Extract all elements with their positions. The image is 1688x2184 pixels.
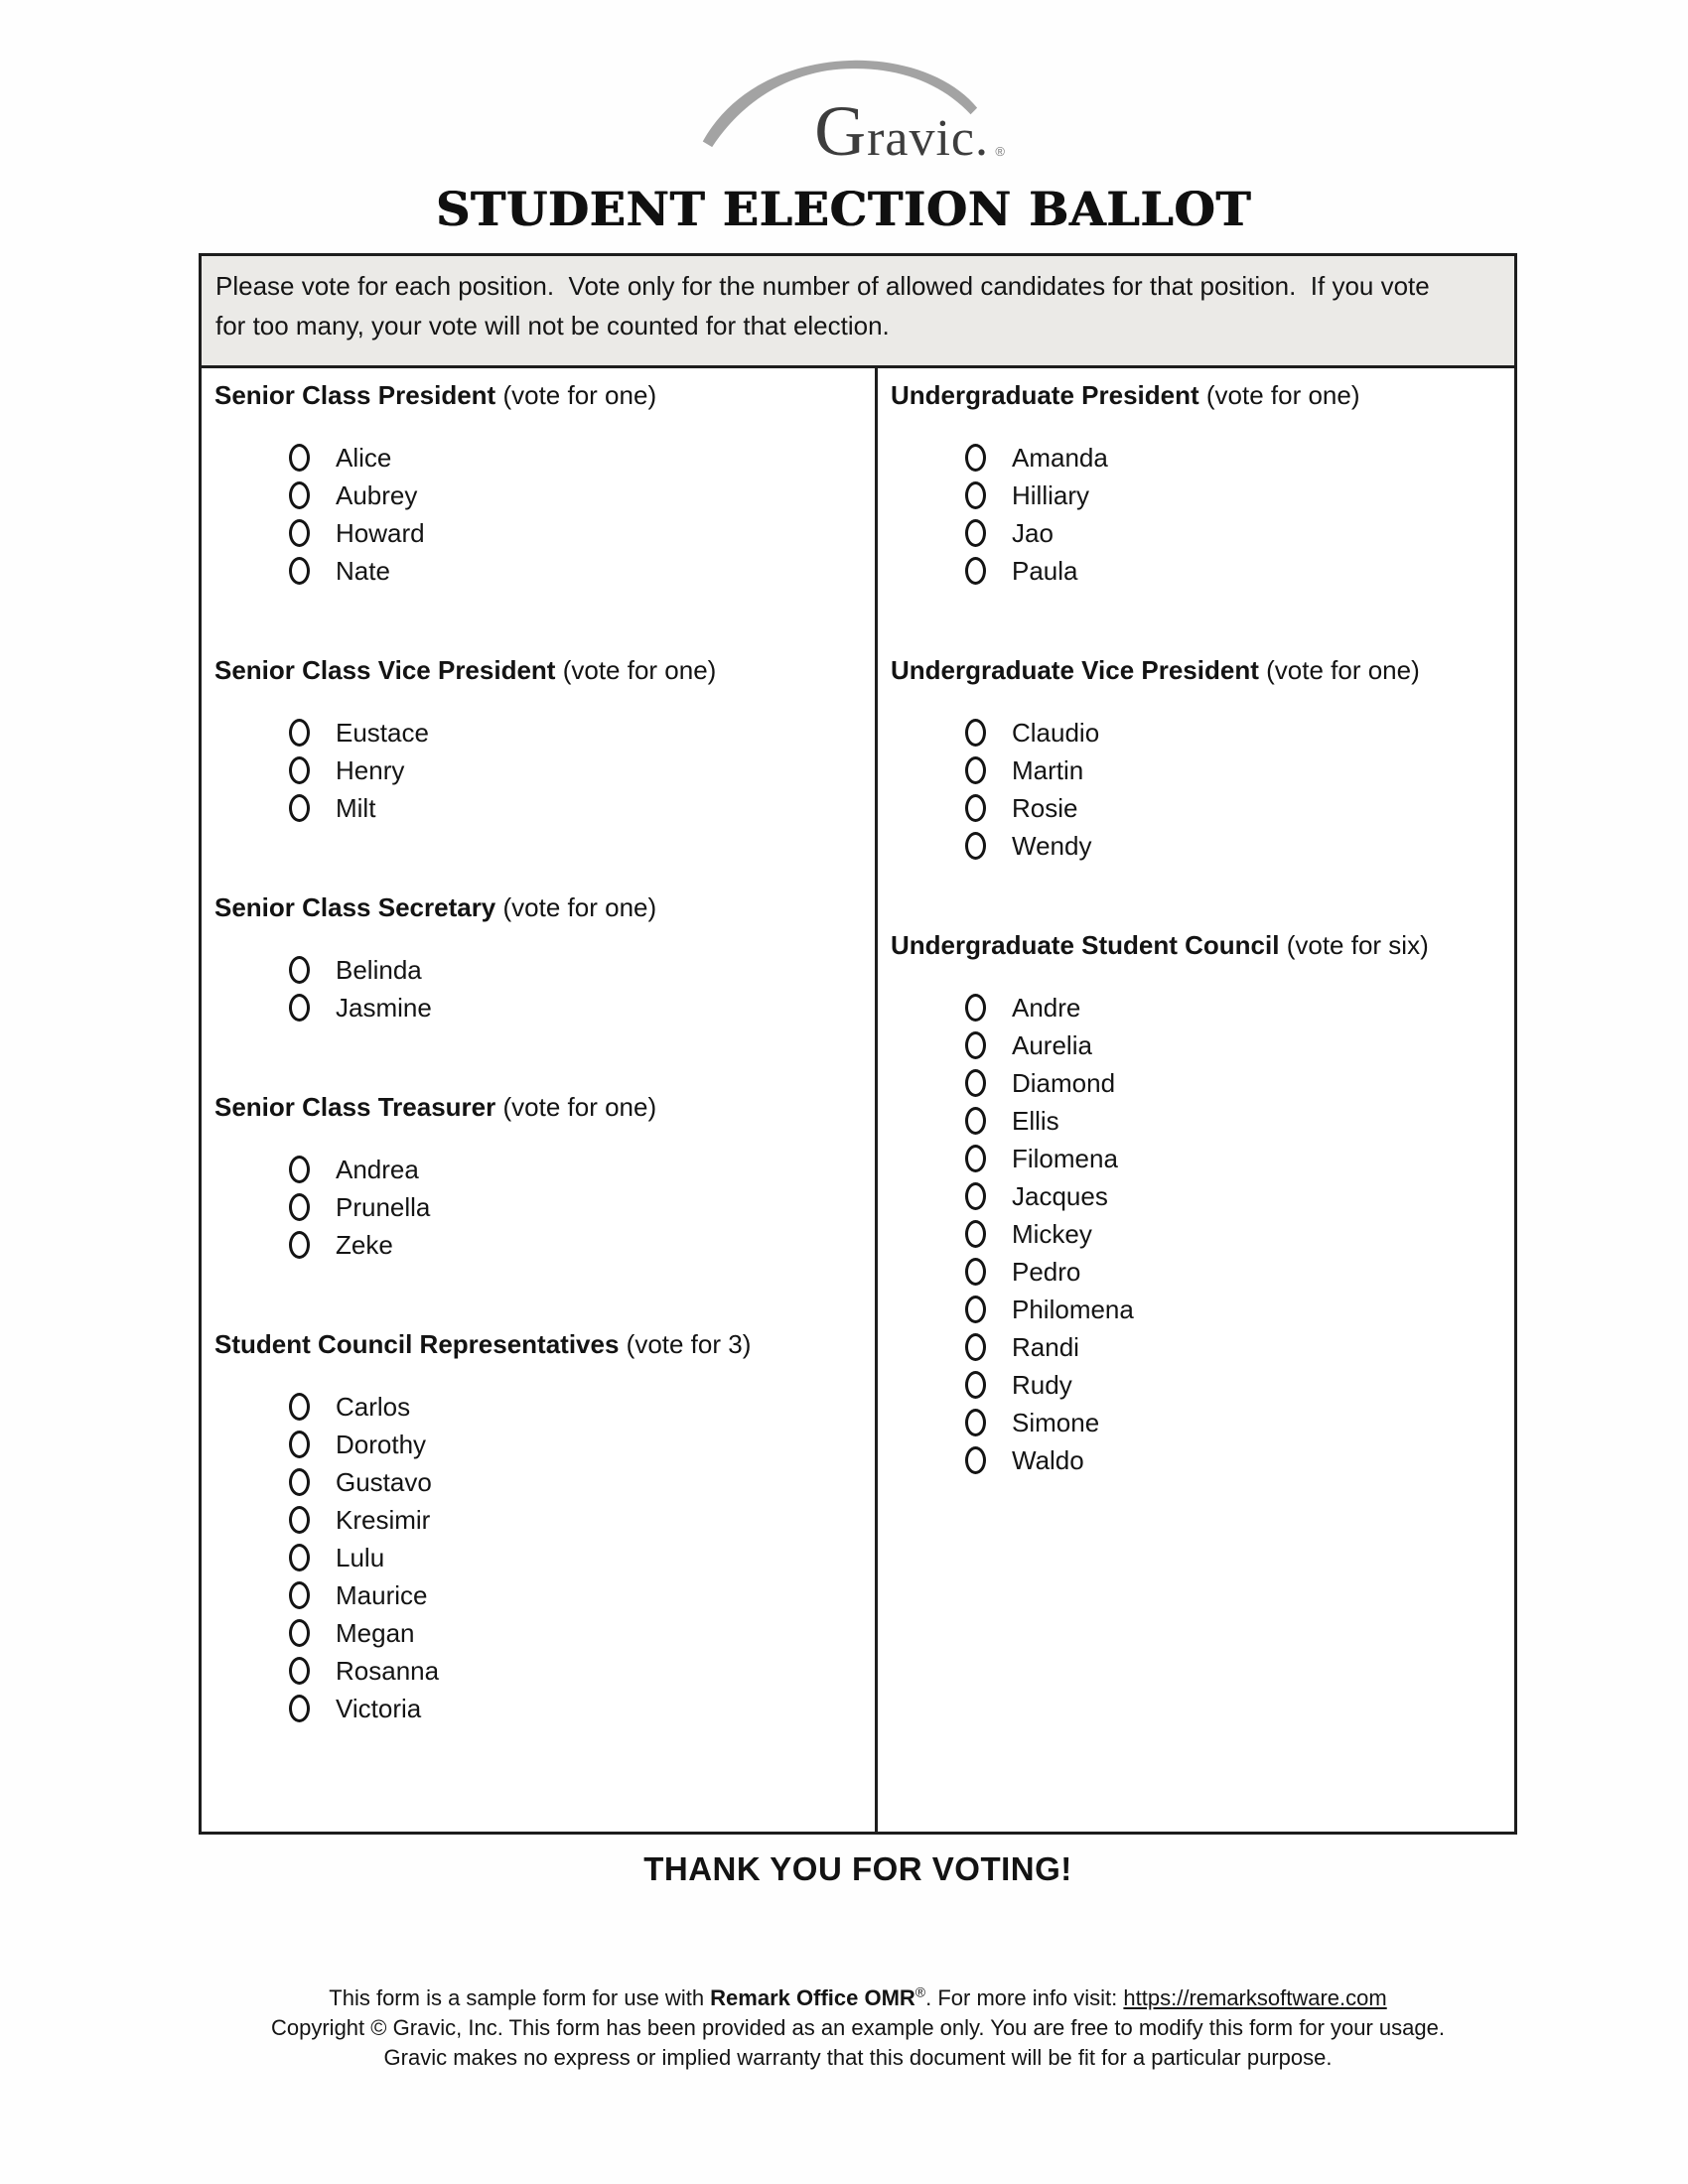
thank-you-message: THANK YOU FOR VOTING! (643, 1850, 1072, 1887)
instructions-box (202, 256, 1514, 368)
option-row (202, 1539, 875, 1576)
vote-bubble[interactable] (289, 1581, 310, 1609)
candidate-name: Howard (336, 517, 425, 548)
option-row (878, 1215, 1514, 1253)
vote-bubble[interactable] (289, 956, 310, 984)
option-row (878, 789, 1514, 827)
candidate-name: Alice (336, 442, 392, 473)
option-row (878, 552, 1514, 590)
vote-bubble[interactable] (965, 719, 986, 747)
option-row (878, 477, 1514, 514)
option-row (202, 989, 875, 1026)
options-list (202, 1151, 875, 1264)
candidate-name: Milt (336, 792, 376, 823)
vote-count-note: (vote for 3) (626, 1329, 752, 1359)
candidate-name: Andrea (336, 1154, 419, 1184)
candidate-name: Gustavo (336, 1466, 432, 1497)
vote-bubble[interactable] (965, 1409, 986, 1436)
candidate-name: Simone (1012, 1407, 1100, 1437)
option-row (878, 1404, 1514, 1441)
option-row (202, 714, 875, 751)
vote-count-note: (vote for one) (562, 655, 717, 685)
ballot-section (202, 653, 875, 827)
vote-bubble[interactable] (965, 519, 986, 547)
vote-bubble[interactable] (965, 1069, 986, 1097)
vote-bubble[interactable] (965, 756, 986, 784)
candidate-name: Prunella (336, 1191, 431, 1222)
section-header (202, 1327, 875, 1361)
candidate-name: Zeke (336, 1229, 393, 1260)
options-list (202, 714, 875, 827)
option-row (878, 1102, 1514, 1140)
vote-bubble[interactable] (965, 1031, 986, 1059)
candidate-name: Nate (336, 555, 390, 586)
option-row (202, 789, 875, 827)
vote-count-note: (vote for six) (1286, 930, 1429, 960)
candidate-name: Jao (1012, 517, 1054, 548)
options-list (878, 989, 1514, 1479)
vote-count-note: (vote for one) (1205, 380, 1360, 410)
vote-bubble[interactable] (289, 1619, 310, 1647)
options-list (202, 1388, 875, 1727)
candidate-name: Paula (1012, 555, 1078, 586)
ballot-section (878, 378, 1514, 590)
option-row (202, 1463, 875, 1501)
candidate-name: Kresimir (336, 1504, 431, 1535)
candidate-name: Mickey (1012, 1218, 1092, 1249)
option-row (202, 1614, 875, 1652)
candidate-name: Carlos (336, 1391, 411, 1422)
registered-mark-icon: ® (995, 144, 1005, 159)
vote-bubble[interactable] (289, 794, 310, 822)
section-title: Undergraduate Student Council (891, 930, 1280, 960)
vote-bubble[interactable] (289, 519, 310, 547)
candidate-name: Aubrey (336, 479, 418, 510)
ballot-section (202, 378, 875, 590)
option-row (202, 1151, 875, 1188)
candidate-name: Eustace (336, 717, 429, 748)
option-row (202, 1226, 875, 1264)
options-list (202, 951, 875, 1026)
ballot-section (878, 928, 1514, 1479)
candidate-name: Rosie (1012, 792, 1078, 823)
section-header (202, 653, 875, 687)
options-list (878, 714, 1514, 865)
option-row (202, 951, 875, 989)
product-name: Remark Office OMR (710, 1985, 915, 2010)
option-row (202, 751, 875, 789)
footer-line-1 (199, 1983, 1517, 2013)
option-row (878, 751, 1514, 789)
vote-bubble[interactable] (965, 481, 986, 509)
column-right (875, 368, 1514, 1832)
candidate-name: Rudy (1012, 1369, 1072, 1400)
vote-count-note: (vote for one) (502, 892, 657, 922)
candidate-name: Waldo (1012, 1444, 1084, 1475)
vote-bubble[interactable] (289, 481, 310, 509)
registered-mark: ® (914, 1983, 926, 2000)
footer-line-2: Copyright © Gravic, Inc. This form has been provided as an example only. You are free to modify this form for your usage. (271, 2015, 1445, 2040)
vote-bubble[interactable] (965, 1446, 986, 1474)
section-title: Senior Class Treasurer (214, 1092, 496, 1122)
vote-bubble[interactable] (965, 1107, 986, 1135)
option-row (202, 1652, 875, 1690)
option-row (878, 827, 1514, 865)
option-row (878, 1441, 1514, 1479)
candidate-name: Philomena (1012, 1294, 1134, 1324)
option-row (878, 1328, 1514, 1366)
section-title: Senior Class President (214, 380, 496, 410)
candidate-name: Henry (336, 754, 405, 785)
option-row (202, 1426, 875, 1463)
vote-bubble[interactable] (289, 994, 310, 1022)
option-row (878, 439, 1514, 477)
candidate-name: Jasmine (336, 992, 432, 1023)
option-row (202, 1576, 875, 1614)
ballot-section (202, 890, 875, 1026)
vote-bubble[interactable] (965, 1220, 986, 1248)
ballot-section (202, 1327, 875, 1727)
logo-text: Gravic. (814, 91, 989, 171)
candidate-name: Andre (1012, 992, 1081, 1023)
vote-bubble[interactable] (965, 1333, 986, 1361)
vote-bubble[interactable] (965, 832, 986, 860)
vote-bubble[interactable] (965, 794, 986, 822)
footer-text-middle: . For more info visit: (925, 1985, 1124, 2010)
options-list (202, 439, 875, 590)
vote-bubble[interactable] (289, 1657, 310, 1685)
vote-bubble[interactable] (289, 1695, 310, 1722)
option-row (202, 1388, 875, 1426)
column-left (202, 368, 875, 1832)
section-header (202, 890, 875, 924)
section-header (878, 928, 1514, 962)
candidate-name: Dorothy (336, 1429, 427, 1459)
footer (199, 1983, 1517, 2073)
vote-bubble[interactable] (289, 1506, 310, 1534)
candidate-name: Pedro (1012, 1256, 1081, 1287)
vote-bubble[interactable] (289, 756, 310, 784)
option-row (878, 1140, 1514, 1177)
candidate-name: Maurice (336, 1579, 428, 1610)
option-row (202, 1188, 875, 1226)
option-row (202, 439, 875, 477)
options-list (878, 439, 1514, 590)
vote-bubble[interactable] (965, 1182, 986, 1210)
vote-bubble[interactable] (289, 719, 310, 747)
ballot-section (202, 1090, 875, 1264)
section-title: Senior Class Secretary (214, 892, 496, 922)
candidate-name: Ellis (1012, 1105, 1059, 1136)
section-title: Student Council Representatives (214, 1329, 620, 1359)
vote-bubble[interactable] (965, 994, 986, 1022)
option-row (878, 1026, 1514, 1064)
vote-bubble[interactable] (289, 1156, 310, 1183)
vote-bubble[interactable] (289, 444, 310, 472)
vote-bubble[interactable] (289, 1193, 310, 1221)
candidate-name: Claudio (1012, 717, 1100, 748)
vote-bubble[interactable] (965, 1371, 986, 1399)
candidate-name: Lulu (336, 1542, 385, 1572)
option-row (878, 1253, 1514, 1291)
vote-bubble[interactable] (289, 557, 310, 585)
candidate-name: Amanda (1012, 442, 1108, 473)
section-title: Undergraduate Vice President (891, 655, 1259, 685)
candidate-name: Jacques (1012, 1180, 1108, 1211)
candidate-name: Randi (1012, 1331, 1079, 1362)
ballot-box (199, 253, 1517, 1835)
vote-bubble[interactable] (965, 1145, 986, 1172)
section-header (878, 653, 1514, 687)
option-row (202, 514, 875, 552)
candidate-name: Rosanna (336, 1655, 440, 1686)
vote-bubble[interactable] (289, 1393, 310, 1421)
candidate-name: Aurelia (1012, 1029, 1092, 1060)
section-title: Undergraduate President (891, 380, 1199, 410)
gravic-logo (719, 60, 1005, 171)
option-row (878, 714, 1514, 751)
candidate-name: Megan (336, 1617, 415, 1648)
section-header (202, 1090, 875, 1124)
vote-bubble[interactable] (965, 444, 986, 472)
ballot-columns (202, 368, 1514, 1832)
section-header (878, 378, 1514, 412)
candidate-name: Hilliary (1012, 479, 1089, 510)
option-row (878, 1177, 1514, 1215)
vote-count-note: (vote for one) (502, 1092, 657, 1122)
vote-bubble[interactable] (965, 557, 986, 585)
footer-line-3: Gravic makes no express or implied warranty that this document will be fit for a particular purpose. (383, 2045, 1333, 2070)
option-row (878, 1366, 1514, 1404)
candidate-name: Wendy (1012, 830, 1092, 861)
option-row (878, 514, 1514, 552)
ballot-section (878, 653, 1514, 865)
vote-bubble[interactable] (289, 1231, 310, 1259)
option-row (878, 1064, 1514, 1102)
instructions-text: Please vote for each position. Vote only for the number of allowed candidates for that position. If you vote for too many, your vote will not be counted for that election. (215, 271, 1437, 341)
vote-bubble[interactable] (289, 1431, 310, 1458)
candidate-name: Diamond (1012, 1067, 1116, 1098)
vote-bubble[interactable] (289, 1468, 310, 1496)
option-row (202, 1690, 875, 1727)
candidate-name: Victoria (336, 1693, 422, 1723)
option-row (202, 552, 875, 590)
footer-text-prefix: This form is a sample form for use with (329, 1985, 711, 2010)
vote-bubble[interactable] (289, 1544, 310, 1571)
page-title: STUDENT ELECTION BALLOT (436, 183, 1252, 237)
candidate-name: Filomena (1012, 1143, 1118, 1173)
vote-count-note: (vote for one) (1266, 655, 1420, 685)
option-row (202, 1501, 875, 1539)
section-header (202, 378, 875, 412)
vote-bubble[interactable] (965, 1258, 986, 1286)
section-title: Senior Class Vice President (214, 655, 556, 685)
option-row (878, 989, 1514, 1026)
candidate-name: Martin (1012, 754, 1084, 785)
candidate-name: Belinda (336, 954, 422, 985)
remarksoftware-link[interactable]: https://remarksoftware.com (1123, 1985, 1387, 2010)
option-row (202, 477, 875, 514)
option-row (878, 1291, 1514, 1328)
vote-count-note: (vote for one) (502, 380, 657, 410)
vote-bubble[interactable] (965, 1296, 986, 1323)
